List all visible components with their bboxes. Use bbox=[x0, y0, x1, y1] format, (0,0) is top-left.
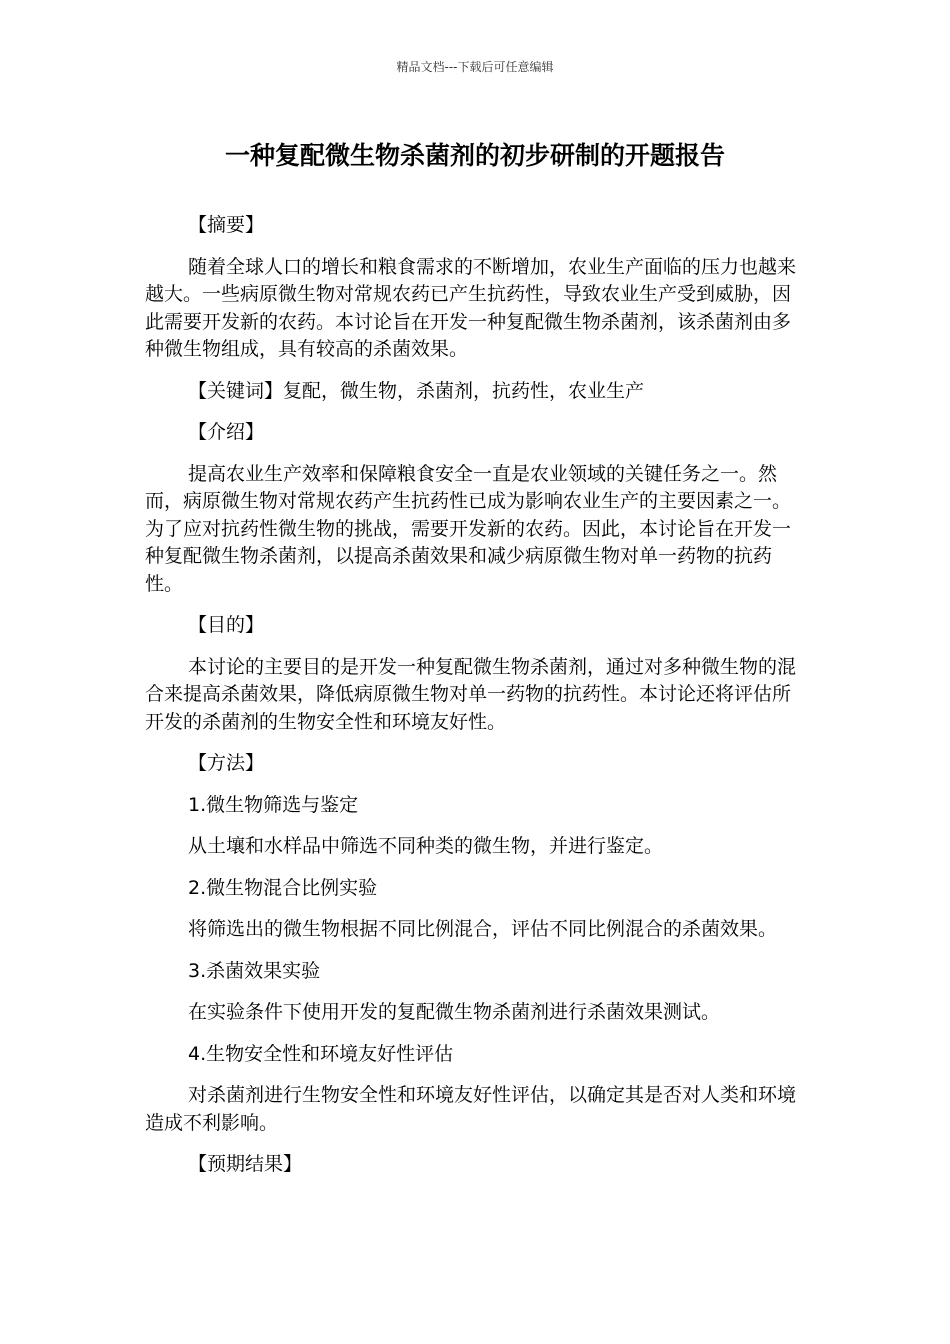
method-2-paragraph: 将筛选出的微生物根据不同比例混合，评估不同比例混合的杀菌效果。 bbox=[188, 918, 778, 940]
keywords-line: 【关键词】复配，微生物，杀菌剂，抗药性，农业生产 bbox=[188, 379, 645, 402]
method-1-title: 1.微生物筛选与鉴定 bbox=[188, 793, 359, 816]
abstract-heading: 【摘要】 bbox=[188, 214, 265, 236]
page-header: 精品文档---下载后可任意编辑 bbox=[396, 60, 554, 74]
method-heading: 【方法】 bbox=[188, 752, 265, 774]
document-title: 一种复配微生物杀菌剂的初步研制的开题报告 bbox=[224, 141, 725, 170]
expected-results-heading: 【预期结果】 bbox=[188, 1153, 303, 1175]
method-2-title: 2.微生物混合比例实验 bbox=[188, 876, 378, 899]
method-4-title: 4.生物安全性和环境友好性评估 bbox=[188, 1042, 454, 1065]
method-3-paragraph: 在实验条件下使用开发的复配微生物杀菌剂进行杀菌效果测试。 bbox=[188, 1001, 721, 1023]
method-3-title: 3.杀菌效果实验 bbox=[188, 959, 321, 982]
method-4-paragraph: 对杀菌剂进行生物安全性和环境友好性评估，以确定其是否对人类和环境造成不利影响。 bbox=[145, 1084, 797, 1134]
abstract-paragraph: 随着全球人口的增长和粮食需求的不断增加，农业生产面临的压力也越来越大。一些病原微生物对常规农药已产生抗药性，导致农业生产受到威胁，因此需要开发新的农药。本讨论旨在开发一种复配微生物杀菌剂，该杀菌剂由多种微生物组成，具有较高的杀菌效果。 bbox=[145, 255, 797, 360]
purpose-heading: 【目的】 bbox=[188, 614, 265, 636]
intro-heading: 【介绍】 bbox=[188, 421, 265, 443]
intro-paragraph: 提高农业生产效率和保障粮食安全一直是农业领域的关键任务之一。然而，病原微生物对常规农药产生抗药性已成为影响农业生产的主要因素之一。为了应对抗药性微生物的挑战，需要开发新的农药。因此，本讨论旨在开发一种复配微生物杀菌剂，以提高杀菌效果和减少病原微生物对单一药物的抗药性。 bbox=[145, 462, 792, 595]
purpose-paragraph: 本讨论的主要目的是开发一种复配微生物杀菌剂，通过对多种微生物的混合来提高杀菌效果，降低病原微生物对单一药物的抗药性。本讨论还将评估所开发的杀菌剂的生物安全性和环境友好性。 bbox=[145, 655, 797, 733]
method-1-paragraph: 从土壤和水样品中筛选不同种类的微生物，并进行鉴定。 bbox=[188, 835, 664, 857]
document-body bbox=[145, 212, 805, 1193]
